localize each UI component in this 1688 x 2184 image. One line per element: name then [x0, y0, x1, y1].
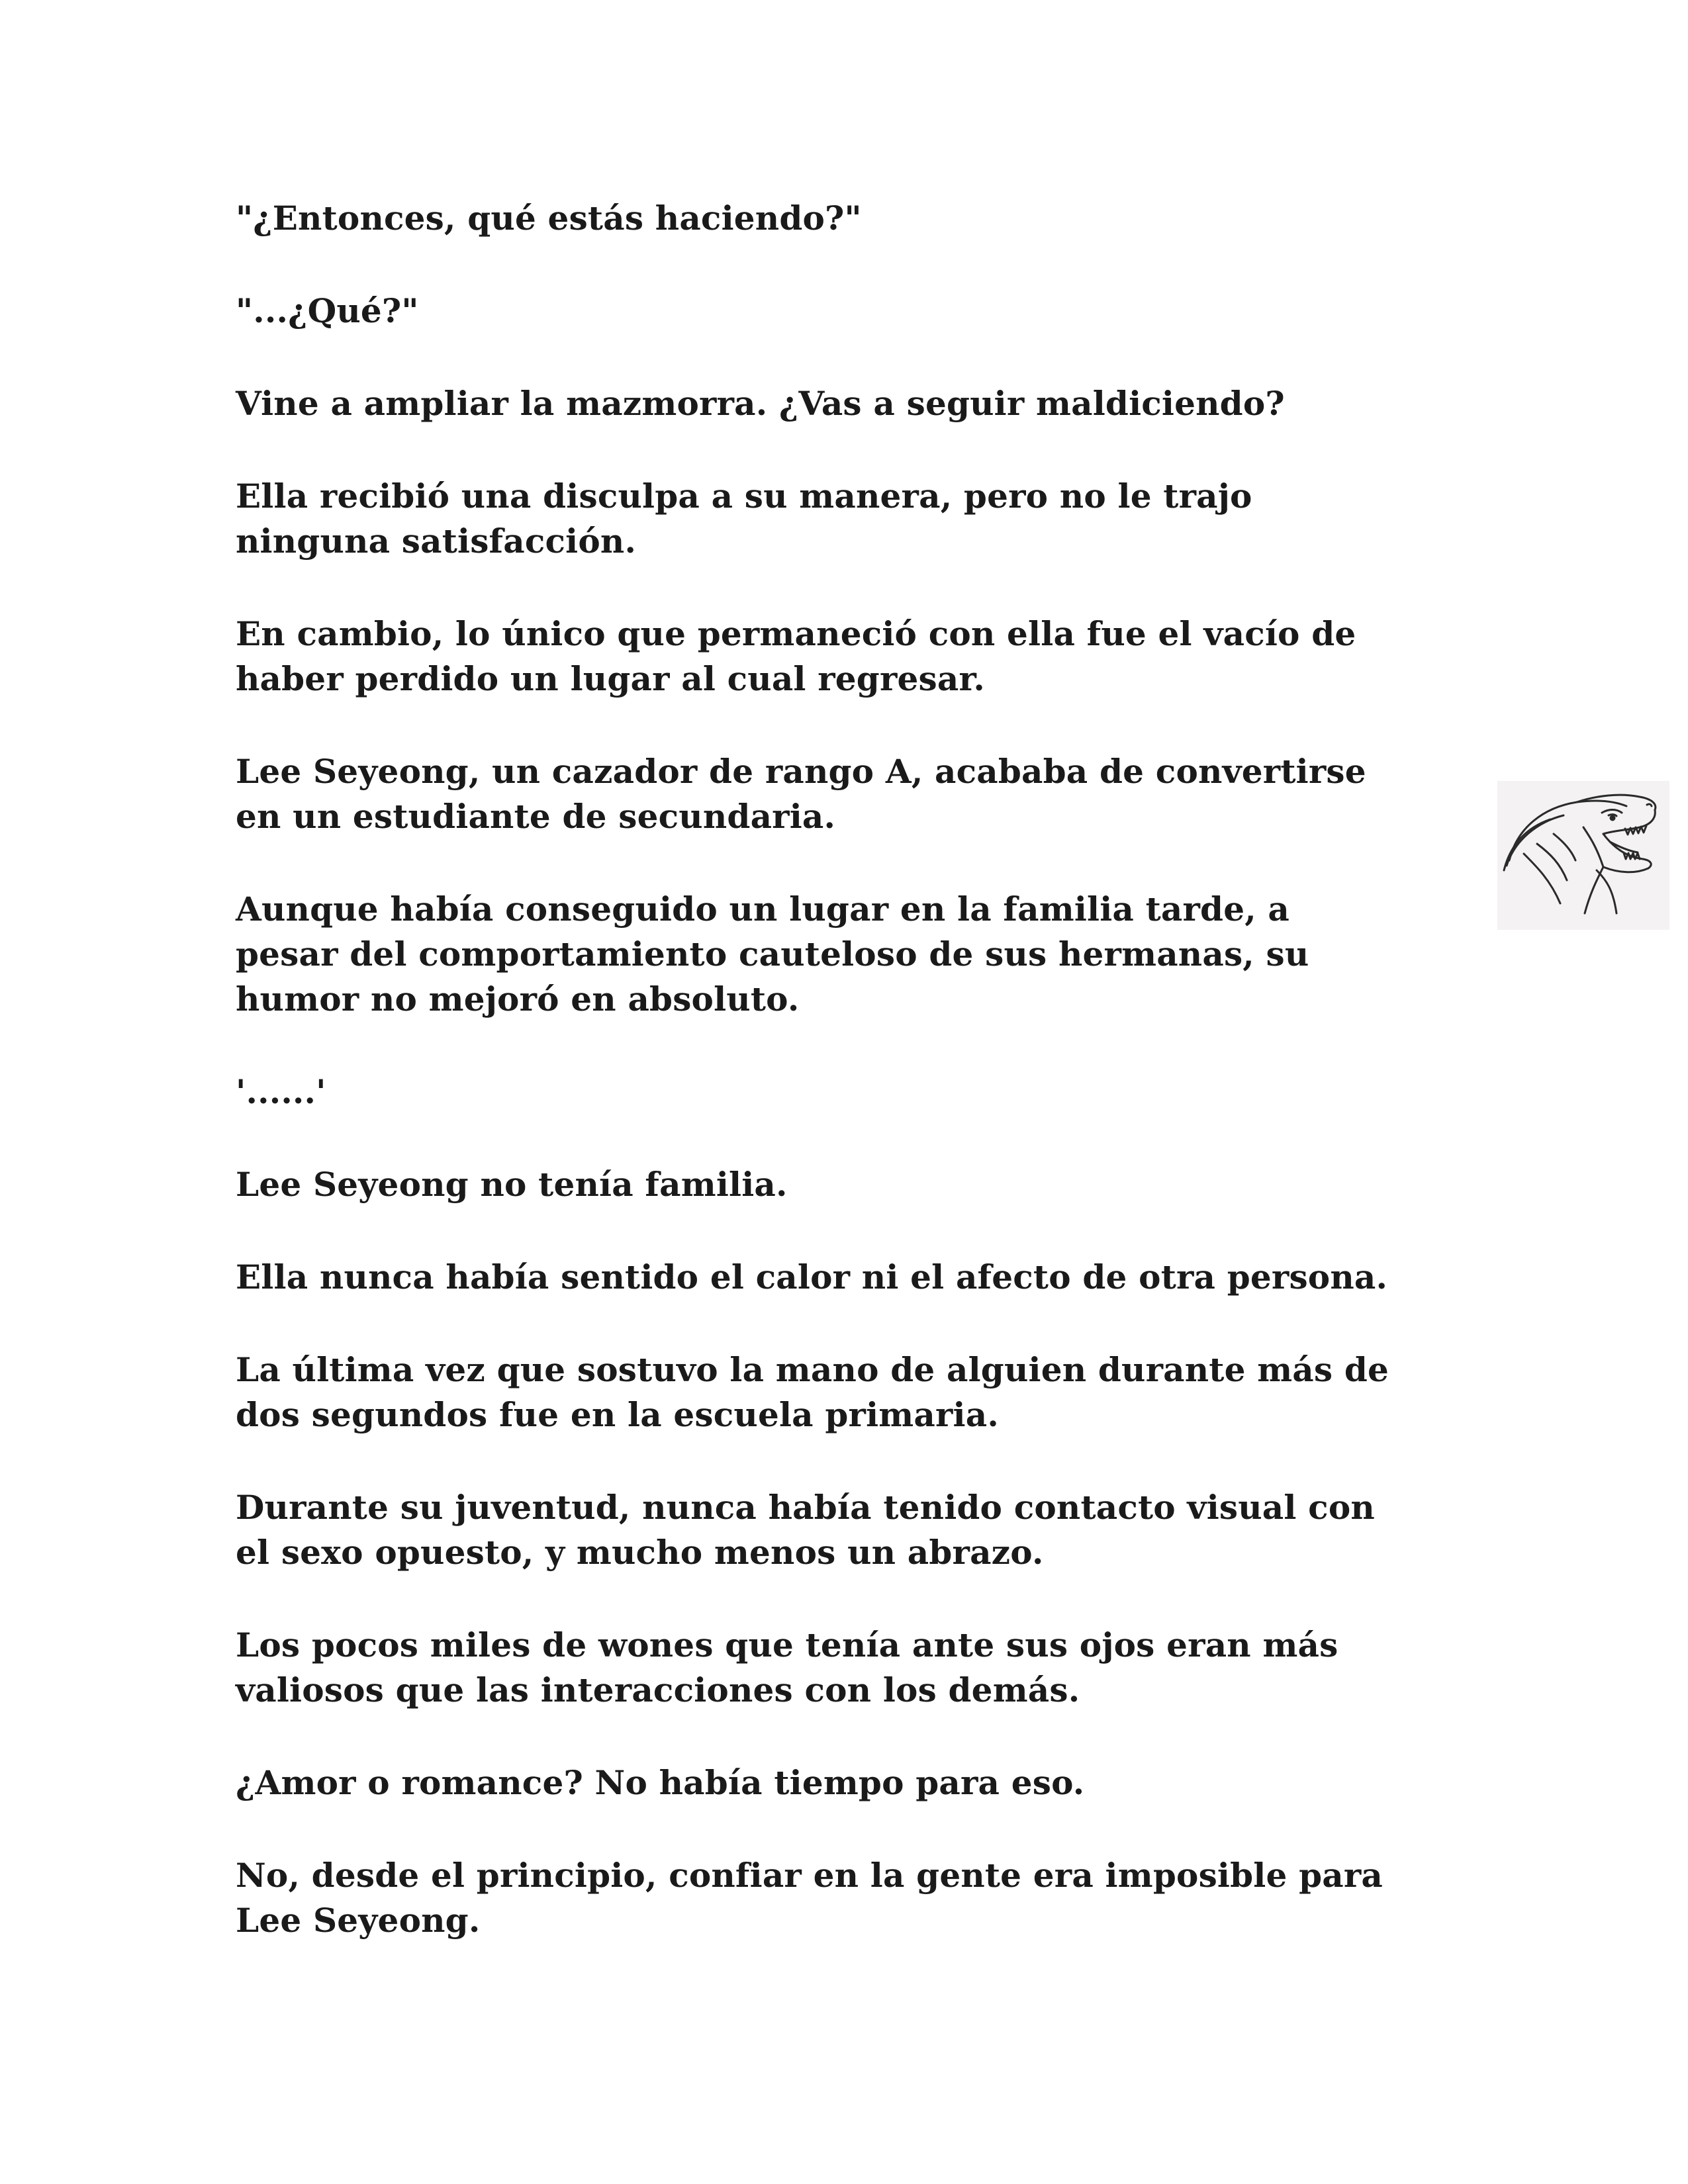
paragraph-13: Los pocos miles de wones que tenía ante sus ojos eran más valiosos que las interacciones con los demás. — [236, 1625, 1338, 1709]
paragraph-11: La última vez que sostuvo la mano de alguien durante más de dos segundos fue en la escuela primaria. — [236, 1350, 1389, 1434]
paragraph-15: No, desde el principio, confiar en la gente era imposible para Lee Seyeong. — [236, 1856, 1383, 1940]
paragraph-8: '......' — [236, 1072, 326, 1111]
paragraph-6: Lee Seyeong, un cazador de rango A, acababa de convertirse en un estudiante de secundaria. — [236, 752, 1366, 836]
paragraph-3: Vine a ampliar la mazmorra. ¿Vas a seguir maldiciendo? — [236, 384, 1285, 423]
paragraph-4: Ella recibió una disculpa a su manera, pero no le trajo ninguna satisfacción. — [236, 477, 1252, 561]
text-column — [236, 196, 1493, 1991]
paragraph-1: "¿Entonces, qué estás haciendo?" — [236, 199, 862, 238]
paragraph-9: Lee Seyeong no tenía familia. — [236, 1165, 788, 1204]
paragraph-14: ¿Amor o romance? No había tiempo para eso. — [236, 1763, 1085, 1802]
paragraph-5: En cambio, lo único que permaneció con ella fue el vacío de haber perdido un lugar al cual regresar. — [236, 614, 1356, 698]
dinosaur-head-sketch-icon — [1497, 781, 1669, 930]
paragraph-7: Aunque había conseguido un lugar en la familia tarde, a pesar del comportamiento cauteloso de sus hermanas, su humor no mejoró en absoluto. — [236, 889, 1309, 1019]
paragraph-10: Ella nunca había sentido el calor ni el afecto de otra persona. — [236, 1257, 1388, 1297]
paragraph-12: Durante su juventud, nunca había tenido contacto visual con el sexo opuesto, y mucho menos un abrazo. — [236, 1488, 1375, 1572]
paragraph-2: "...¿Qué?" — [236, 291, 419, 330]
